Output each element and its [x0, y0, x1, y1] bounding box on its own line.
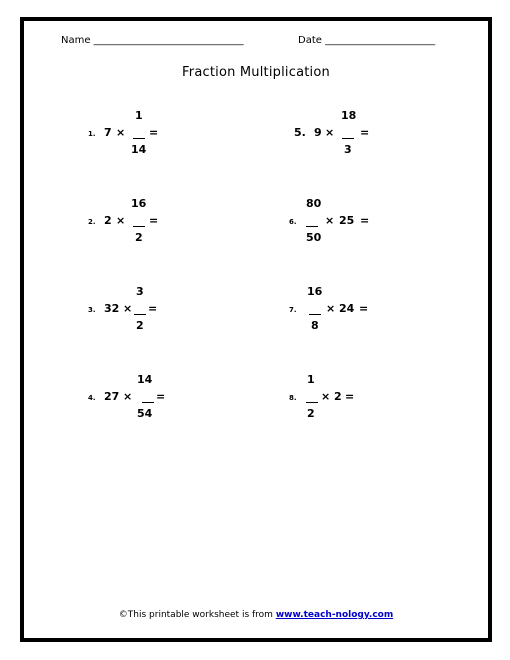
fraction-bar: [133, 226, 145, 227]
denominator: 14: [131, 143, 147, 156]
fraction-bar: [142, 402, 154, 403]
denominator: 50: [306, 231, 322, 244]
problem-number: 8.: [289, 394, 297, 402]
problem-number: 6.: [289, 218, 297, 226]
fraction-bar: [306, 402, 318, 403]
whole-number: 7: [104, 126, 112, 139]
fraction-bar: [306, 226, 318, 227]
equals-sign: =: [360, 214, 370, 227]
denominator: 54: [137, 407, 153, 420]
whole-number: 27: [104, 390, 120, 403]
problem-number: 3.: [88, 306, 96, 314]
numerator: 1: [307, 373, 315, 386]
whole-number: 2: [104, 214, 112, 227]
times-sign: ×: [325, 126, 335, 139]
fraction-bar: [133, 138, 145, 139]
equals-sign: =: [156, 390, 166, 403]
times-sign: ×: [123, 302, 133, 315]
equals-sign: =: [148, 302, 158, 315]
equals-sign: =: [360, 126, 370, 139]
equals-sign: =: [345, 390, 355, 403]
denominator: 3: [344, 143, 352, 156]
whole-number: 25: [339, 214, 355, 227]
problem-number: 4.: [88, 394, 96, 402]
numerator: 16: [131, 197, 147, 210]
times-sign: ×: [116, 214, 126, 227]
denominator: 2: [307, 407, 315, 420]
numerator: 3: [136, 285, 144, 298]
times-sign: ×: [325, 214, 335, 227]
denominator: 2: [135, 231, 143, 244]
problem-number: 7.: [289, 306, 297, 314]
fraction-bar: [134, 314, 146, 315]
name-field-label: Name ______________________________: [61, 35, 244, 46]
whole-number: 32: [104, 302, 120, 315]
denominator: 8: [311, 319, 319, 332]
fraction-bar: [342, 138, 354, 139]
numerator: 18: [341, 109, 357, 122]
whole-number: 24: [339, 302, 355, 315]
numerator: 1: [135, 109, 143, 122]
numerator: 80: [306, 197, 322, 210]
problem-number: 5.: [294, 126, 306, 139]
numerator: 14: [137, 373, 153, 386]
worksheet-page: [20, 17, 492, 642]
denominator: 2: [136, 319, 144, 332]
equals-sign: =: [359, 302, 369, 315]
times-sign: ×: [321, 390, 331, 403]
equals-sign: =: [149, 126, 159, 139]
problem-number: 2.: [88, 218, 96, 226]
times-sign: ×: [123, 390, 133, 403]
date-field-label: Date ______________________: [298, 35, 436, 46]
fraction-bar: [309, 314, 321, 315]
equals-sign: =: [149, 214, 159, 227]
whole-number: 9: [314, 126, 322, 139]
whole-number: 2: [334, 390, 342, 403]
times-sign: ×: [326, 302, 336, 315]
footer-link[interactable]: www.teach-nology.com: [275, 610, 394, 620]
worksheet-title: Fraction Multiplication: [182, 65, 330, 80]
times-sign: ×: [116, 126, 126, 139]
footer-text: ©This printable worksheet is from: [118, 610, 276, 620]
problem-number: 1.: [88, 130, 96, 138]
numerator: 16: [307, 285, 323, 298]
footer-credit: [24, 610, 488, 620]
